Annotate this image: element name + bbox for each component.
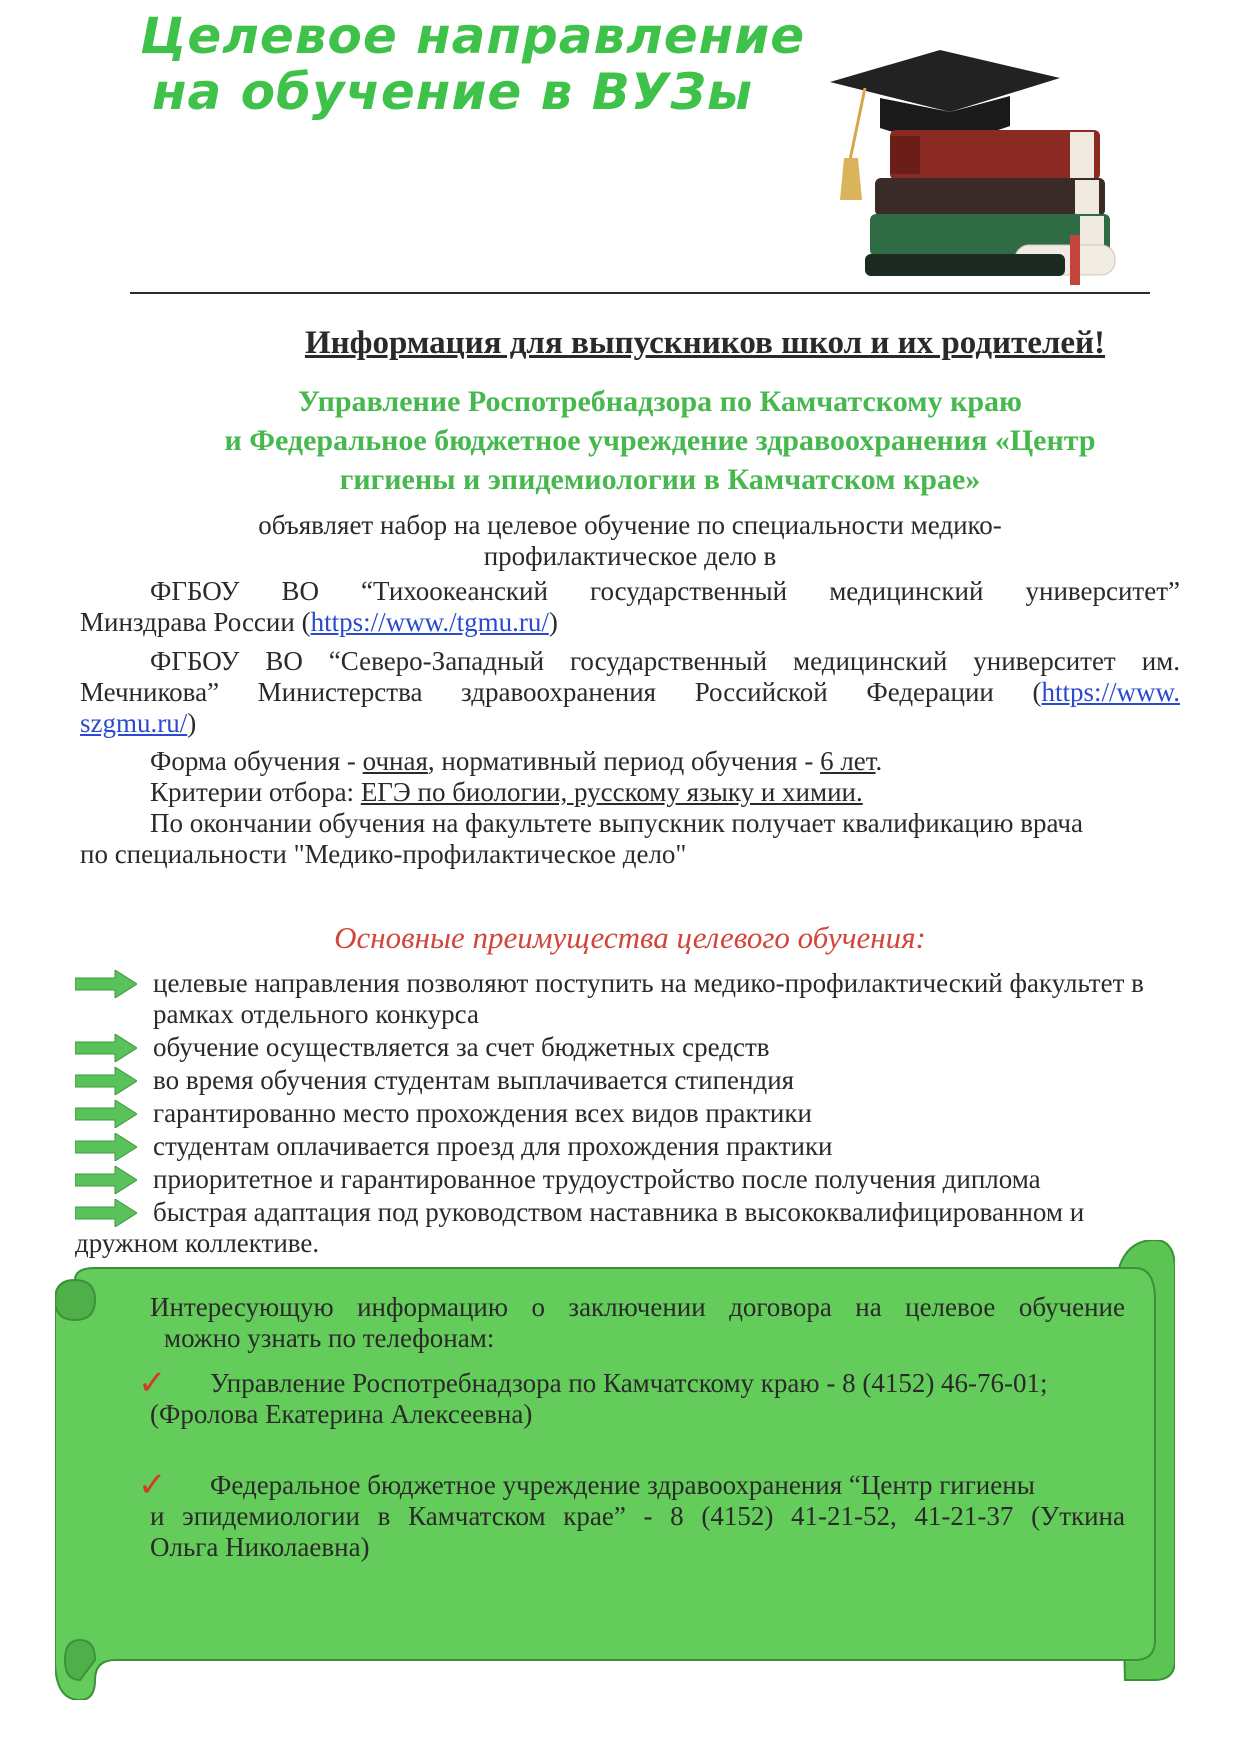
university-1-line1: ФГБОУ ВО “Тихоокеанский государственный медицинский университет” [150,576,1180,606]
advantage-text-line2: дружном коллективе. [75,1228,320,1258]
checkmark-icon: ✓ [138,1467,167,1504]
university-2 [80,646,1180,739]
org-line2: и Федеральное бюджетное учреждение здравоохранения «Центр [224,424,1096,457]
right-arrow-icon [75,1133,137,1161]
graduation-cap-books-icon [770,40,1120,290]
advantage-text: студентам оплачивается проезд для прохождения практики [153,1131,833,1161]
right-arrow-icon [75,970,137,998]
list-item [75,968,1175,1030]
right-arrow-icon [75,1034,137,1062]
szgmu-link-part1[interactable]: https://www. [1041,677,1180,707]
university-1-line2 [80,607,1180,638]
announcement-line2: профилактическое дело в [483,541,777,571]
advantage-text: обучение осуществляется за счет бюджетных средств [153,1032,770,1062]
study-period-value: 6 лет [820,746,876,776]
advantage-text: целевые направления позволяют поступить на медико-профилактический факультет в рамках отдельного конкурса [153,968,1144,1029]
advantages-title: Основные преимущества целевого обучения: [334,920,926,955]
banner-title-line2: на обучение в ВУЗы [152,63,754,121]
checkmark-icon: ✓ [138,1365,167,1402]
study-qualification-line2: по специальности "Медико-профилактическое дело" [80,839,687,869]
contact-1 [138,1365,1125,1430]
study-details [80,746,1180,870]
university-2-line1: ФГБОУ ВО “Северо-Западный государственный медицинский университет им. [150,646,1180,676]
contact-2-line1: Федеральное бюджетное учреждение здравоохранения “Центр гигиены [210,1470,1035,1500]
university-1 [80,576,1180,638]
study-form-value: очная [362,746,428,776]
announcement-line1: объявляет набор на целевое обучение по специальности медико- [258,510,1002,540]
info-heading: Информация для выпускников школ и их родителей! [304,325,1106,361]
study-form [80,746,1180,777]
list-item [75,1098,1175,1129]
study-period-label: , нормативный период обучения - [427,746,821,776]
advantages-list [75,968,1175,1261]
organizations-block [140,382,1180,499]
university-2-line2-text: Мечникова” Министерства здравоохранения Российской Федерации ( [80,677,1042,707]
study-qualification-line1: По окончании обучения на факультете выпускник получает квалификацию врача [150,808,1083,838]
advantage-text-line1: быстрая адаптация под руководством наставника в высококвалифицированном и [153,1197,1085,1227]
study-criteria-value: ЕГЭ по биологии, русскому языку и химии. [360,777,863,807]
university-2-line3-end: ) [187,708,197,738]
header-divider [130,292,1150,294]
list-item [75,1032,1175,1063]
university-2-line2 [80,677,1180,708]
advantage-text: во время обучения студентам выплачивается стипендия [153,1065,795,1095]
org-line3: гигиены и эпидемиологии в Камчатском крае» [339,463,981,496]
contacts-block [138,1292,1125,1563]
university-1-line2-text: Минздрава России ( [80,607,311,637]
study-period-end: . [875,746,883,776]
list-item [75,1065,1175,1096]
study-criteria [80,777,1180,808]
advantage-text: приоритетное и гарантированное трудоустройство после получения диплома [153,1164,1041,1194]
banner-title [140,8,805,120]
study-form-label: Форма обучения - [150,746,363,776]
szgmu-link-part2[interactable]: szgmu.ru/ [80,708,188,738]
university-2-line3 [80,708,1180,739]
right-arrow-icon [75,1100,137,1128]
contacts-intro-line2: можно узнать по телефонам: [164,1323,495,1353]
contact-1-line2: (Фролова Екатерина Алексеевна) [150,1399,533,1429]
university-1-line2-end: ) [548,607,558,637]
list-item [75,1164,1175,1195]
advantage-text: гарантированно место прохождения всех видов практики [153,1098,812,1128]
right-arrow-icon [75,1199,137,1227]
header-banner [130,0,1160,300]
contacts-intro-line1: Интересующую информацию о заключении договора на целевое обучение [150,1292,1125,1322]
right-arrow-icon [75,1166,137,1194]
contact-1-line1: Управление Роспотребнадзора по Камчатскому краю - 8 (4152) 46-76-01; [210,1368,1048,1398]
tgmu-link[interactable]: https://www./tgmu.ru/ [310,607,549,637]
contact-2-line3: Ольга Николаевна) [150,1532,370,1562]
contact-2-line2: и эпидемиологии в Камчатском крае” - 8 (4152) 41-21-52, 41-21-37 (Уткина [150,1501,1125,1531]
right-arrow-icon [75,1067,137,1095]
org-line1: Управление Роспотребнадзора по Камчатскому краю [298,385,1022,418]
study-criteria-label: Критерии отбора: [150,777,361,807]
banner-title-line1: Целевое направление [140,7,806,65]
list-item [75,1131,1175,1162]
contact-2 [138,1467,1125,1563]
announcement [80,510,1180,572]
